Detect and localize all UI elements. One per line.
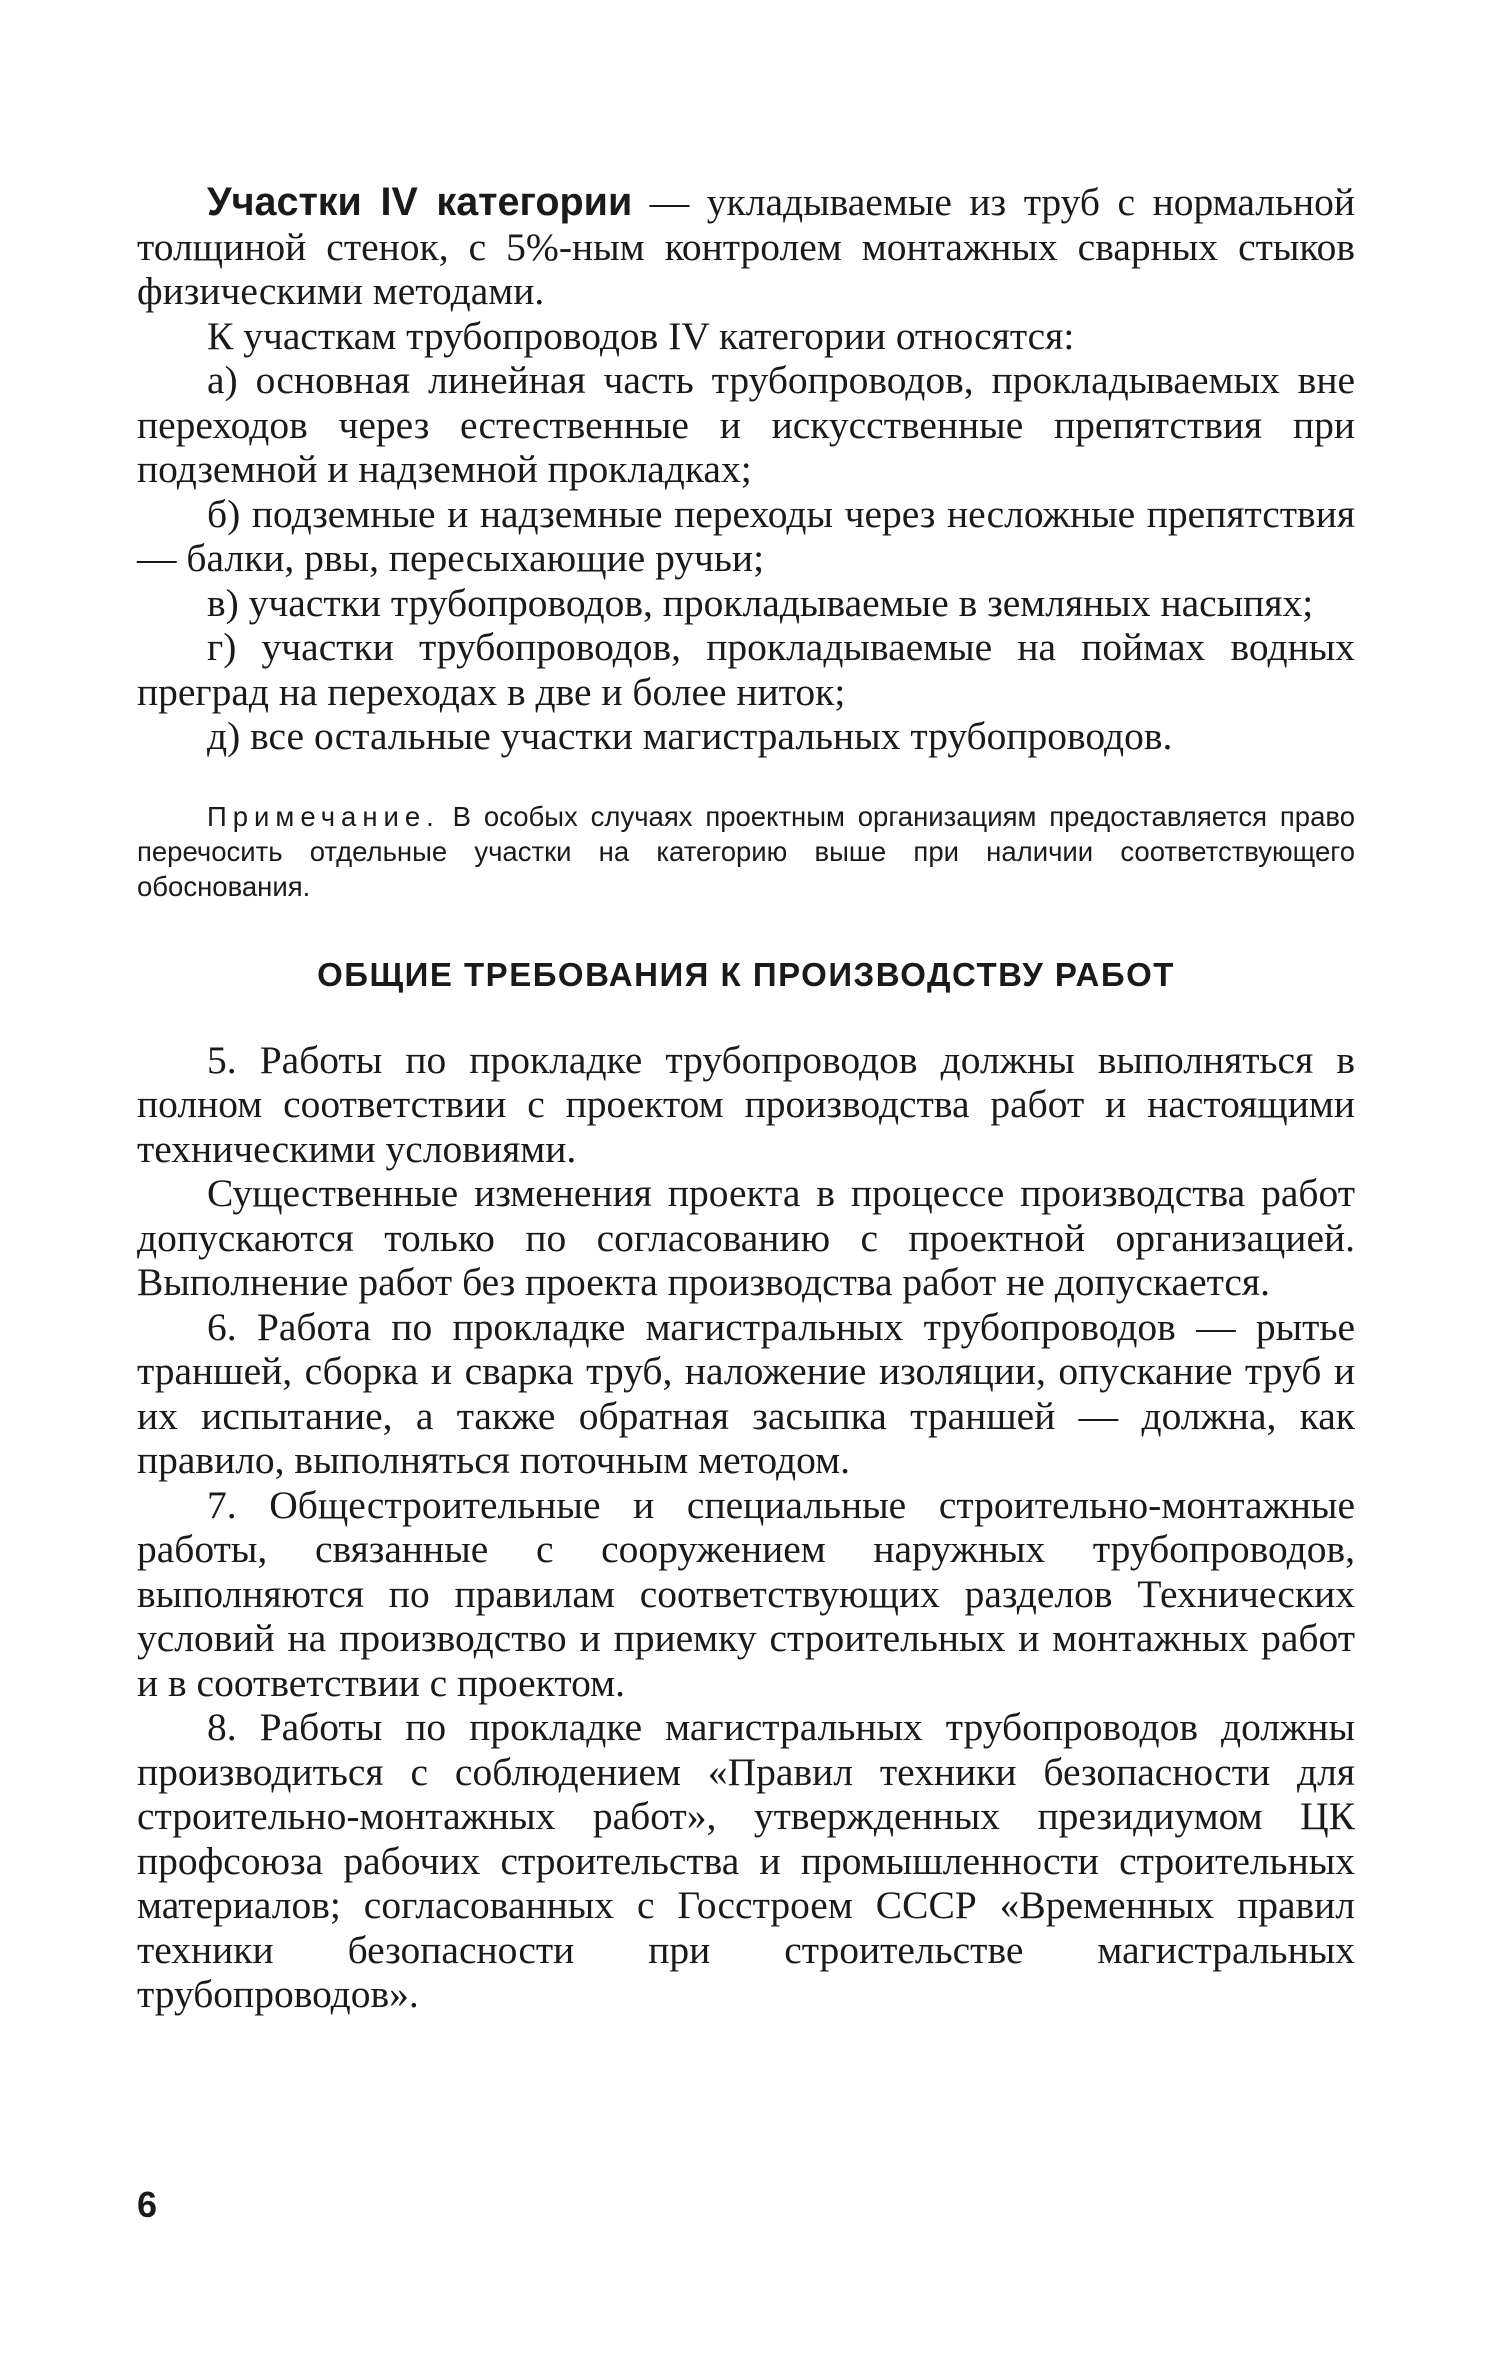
list-item: д) все остальные участки магистральных трубопроводов.	[207, 714, 1173, 758]
list-item: г) участки трубопроводов, прокладываемые на поймах водных преград на переходах в две и более ниток;	[137, 625, 1355, 714]
paragraph: 7. Общестроительные и специальные строительно-монтажные работы, связанные с сооружением наружных трубопроводов, выполняются по правилам соответствующих разделов Технических условий на производство и приемку строительных и монтажных работ и в соответствии с проектом.	[137, 1482, 1355, 1705]
category-iv-description: — укладываемые из труб с нормальной толщиной стенок, с 5%-ным контролем монтажных сварных стыков физическими методами.	[137, 180, 1355, 313]
section-body	[137, 1038, 1355, 2017]
page-number: 6	[137, 2184, 158, 2225]
list-item: б) подземные и надземные переходы через несложные препятствия — балки, рвы, пересыхающие ручьи;	[137, 491, 1355, 580]
category-list-intro: К участкам трубопроводов IV категории относятся:	[207, 313, 1075, 358]
paragraph: 8. Работы по прокладке магистральных трубопроводов должны производиться с соблюдением «Правил техники безопасности для строительно-монтажных работ», утвержденных президиумом ЦК профсоюза рабочих строительства и промышленности строительных материалов; согласованных с Госстроем СССР «Временных правил техники безопасности при строительстве магистральных трубопроводов».	[137, 1705, 1355, 2016]
paragraph: 5. Работы по прокладке трубопроводов должны выполняться в полном соответствии с проектом производства работ и настоящими техническими условиями.	[137, 1037, 1355, 1171]
paragraph: 6. Работа по прокладке магистральных трубопроводов — рытье траншей, сборка и сварка труб, наложение изоляции, опускание труб и их испытание, а также обратная засыпка траншей — должна, как правило, выполняться поточным методом.	[137, 1304, 1355, 1482]
page-body	[137, 180, 1355, 2017]
note-text: В особых случаях проектным организациям предоставляется право перечосить отдельные участки на категорию выше при наличии соответствующего обоснования.	[137, 800, 1355, 902]
paragraph: Существенные изменения проекта в процессе производства работ допускаются только по согласованию с проектной организацией. Выполнение работ без проекта производства работ не допускается.	[137, 1171, 1355, 1304]
list-item: в) участки трубопроводов, прокладываемые в земляных насыпях;	[207, 580, 1314, 625]
category-iv-term: Участки IV категории	[207, 180, 633, 224]
note-label: Примечание.	[207, 800, 440, 832]
section-heading: ОБЩИЕ ТРЕБОВАНИЯ К ПРОИЗВОДСТВУ РАБОТ	[317, 955, 1175, 993]
category-iv-definition	[137, 180, 1355, 314]
category-list	[137, 358, 1355, 759]
note	[137, 799, 1355, 904]
list-item: а) основная линейная часть трубопроводов, прокладываемых вне переходов через естественные и искусственные препятствия при подземной и надземной прокладках;	[137, 358, 1355, 491]
